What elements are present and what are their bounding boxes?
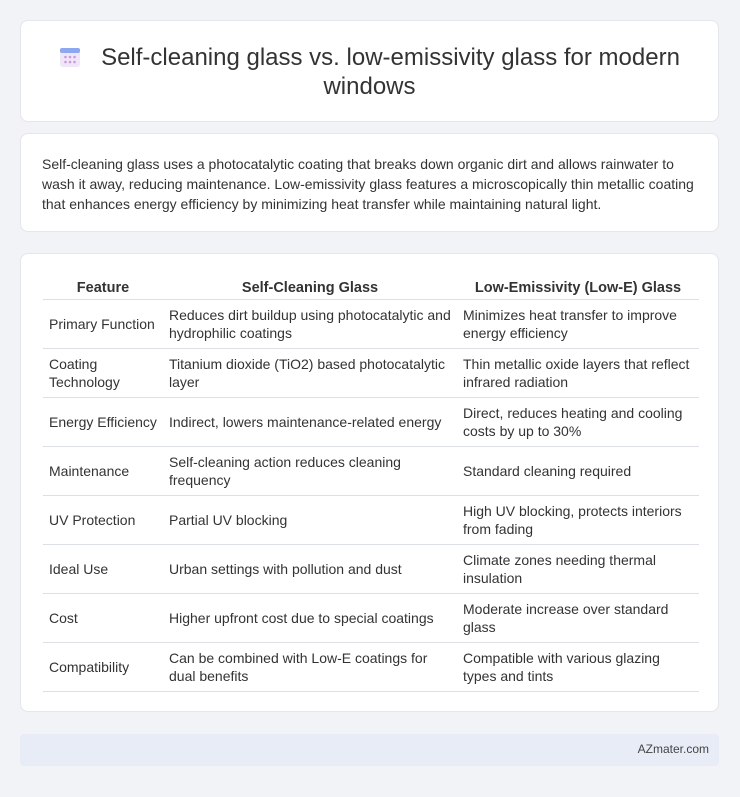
low-e-cell: Climate zones needing thermal insulation (457, 544, 699, 593)
feature-cell: Ideal Use (43, 544, 163, 593)
feature-cell: Primary Function (43, 299, 163, 348)
self-cleaning-cell: Indirect, lowers maintenance-related energy (163, 397, 457, 446)
table-row (43, 642, 699, 691)
feature-cell: Coating Technology (43, 348, 163, 397)
feature-cell: Energy Efficiency (43, 397, 163, 446)
page-title: Self-cleaning glass vs. low-emissivity glass for modern windows (101, 44, 680, 100)
feature-cell: UV Protection (43, 495, 163, 544)
table-header-row (43, 275, 699, 299)
footer-bar (20, 734, 719, 766)
self-cleaning-cell: Can be combined with Low-E coatings for dual benefits (163, 642, 457, 691)
comparison-card (20, 253, 719, 712)
table-row (43, 544, 699, 593)
table-row (43, 593, 699, 642)
intro-card (20, 133, 719, 232)
low-e-cell: Minimizes heat transfer to improve energy efficiency (457, 299, 699, 348)
header-self-cleaning: Self-Cleaning Glass (163, 275, 457, 299)
low-e-cell: Moderate increase over standard glass (457, 593, 699, 642)
self-cleaning-cell: Urban settings with pollution and dust (163, 544, 457, 593)
self-cleaning-cell: Reduces dirt buildup using photocatalytic and hydrophilic coatings (163, 299, 457, 348)
feature-cell: Maintenance (43, 446, 163, 495)
title-card (20, 20, 719, 122)
low-e-cell: High UV blocking, protects interiors from fading (457, 495, 699, 544)
comparison-table (43, 275, 699, 692)
table-row (43, 348, 699, 397)
header-low-e: Low-Emissivity (Low-E) Glass (457, 275, 699, 299)
low-e-cell: Direct, reduces heating and cooling costs by up to 30% (457, 397, 699, 446)
low-e-cell: Standard cleaning required (457, 446, 699, 495)
feature-cell: Compatibility (43, 642, 163, 691)
table-row (43, 446, 699, 495)
self-cleaning-cell: Titanium dioxide (TiO2) based photocatalytic layer (163, 348, 457, 397)
table-row (43, 397, 699, 446)
table-row (43, 495, 699, 544)
self-cleaning-cell: Higher upfront cost due to special coatings (163, 593, 457, 642)
self-cleaning-cell: Partial UV blocking (163, 495, 457, 544)
low-e-cell: Thin metallic oxide layers that reflect infrared radiation (457, 348, 699, 397)
header-feature: Feature (43, 275, 163, 299)
feature-cell: Cost (43, 593, 163, 642)
intro-paragraph: Self-cleaning glass uses a photocatalytic coating that breaks down organic dirt and allows rainwater to wash it away, reducing maintenance. Low-emissivity glass features a microscopically thin metallic coating that enhances energy efficiency by minimizing heat transfer while maintaining natural light. (42, 156, 694, 212)
footer-brand: AZmater.com (637, 742, 709, 756)
page-title-wrapper (21, 43, 718, 101)
calendar-grid-icon (59, 46, 81, 68)
low-e-cell: Compatible with various glazing types and tints (457, 642, 699, 691)
table-row (43, 299, 699, 348)
self-cleaning-cell: Self-cleaning action reduces cleaning frequency (163, 446, 457, 495)
